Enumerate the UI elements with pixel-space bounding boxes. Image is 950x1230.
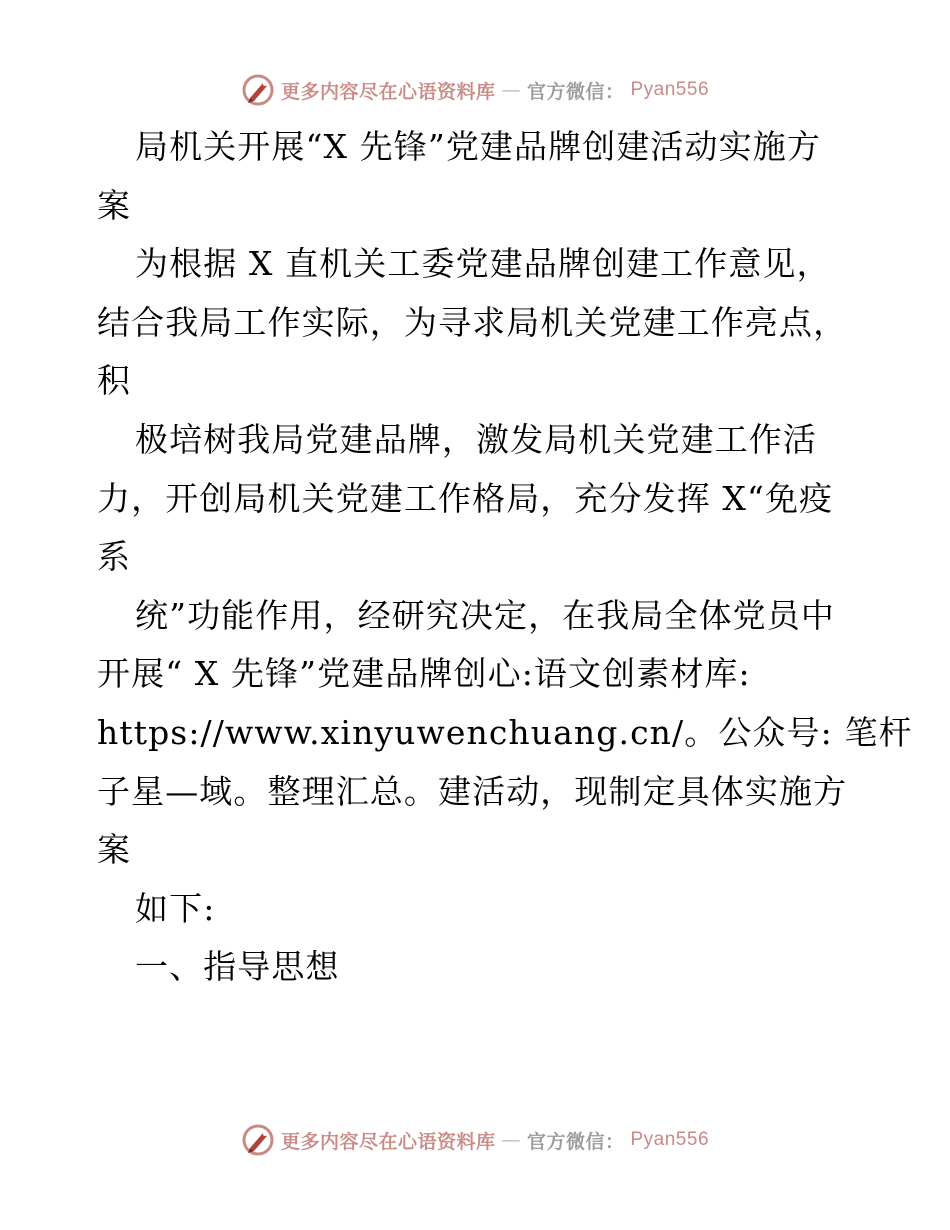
footer-banner [0, 1120, 950, 1160]
pen-logo-icon [241, 73, 275, 107]
title-line-2: 案 [97, 185, 132, 225]
paragraph-line: 案 [97, 830, 132, 870]
pen-logo-icon [241, 1123, 275, 1157]
title-line-1: 局机关开展“X 先锋”党建品牌创建活动实施方 [135, 127, 821, 166]
footer-brand-text: 更多内容尽在心语资料库 [280, 1130, 496, 1153]
header-brand-text: 更多内容尽在心语资料库 [280, 80, 496, 103]
paragraph-line: https://www.xinyuwenchuang.cn/。公众号: 笔杆 [97, 712, 913, 752]
paragraph-line: 积 [97, 361, 132, 401]
document-body [97, 118, 913, 997]
header-wechat-label: 官方微信： [526, 80, 625, 103]
paragraph-line: 子星—域。整理汇总。建活动，现制定具体实施方 [97, 771, 848, 811]
footer-wechat-id: Pyan556 [630, 1129, 710, 1150]
header-wechat-id: Pyan556 [630, 79, 710, 100]
paragraph-line: 如下: [135, 888, 216, 928]
paragraph-line: 开展“ X 先锋”党建品牌创心:语文创素材库: [97, 654, 751, 694]
paragraph-line: 为根据 X 直机关工委党建品牌创建工作意见， [135, 244, 831, 284]
section-heading: 一、指导思想 [135, 947, 340, 987]
paragraph-line: 统”功能作用，经研究决定，在我局全体党员中 [135, 595, 835, 635]
paragraph-line: 极培树我局党建品牌，激发局机关党建工作活 [135, 419, 817, 459]
paragraph-line: 力，开创局机关党建工作格局，充分发挥 X“免疫 [97, 478, 834, 518]
header-banner [0, 70, 950, 110]
paragraph-line: 结合我局工作实际，为寻求局机关党建工作亮点， [97, 302, 848, 342]
paragraph-line: 系 [97, 537, 132, 577]
footer-dash: — [501, 1129, 521, 1151]
footer-wechat-label: 官方微信： [526, 1130, 625, 1153]
header-dash: — [501, 79, 521, 101]
